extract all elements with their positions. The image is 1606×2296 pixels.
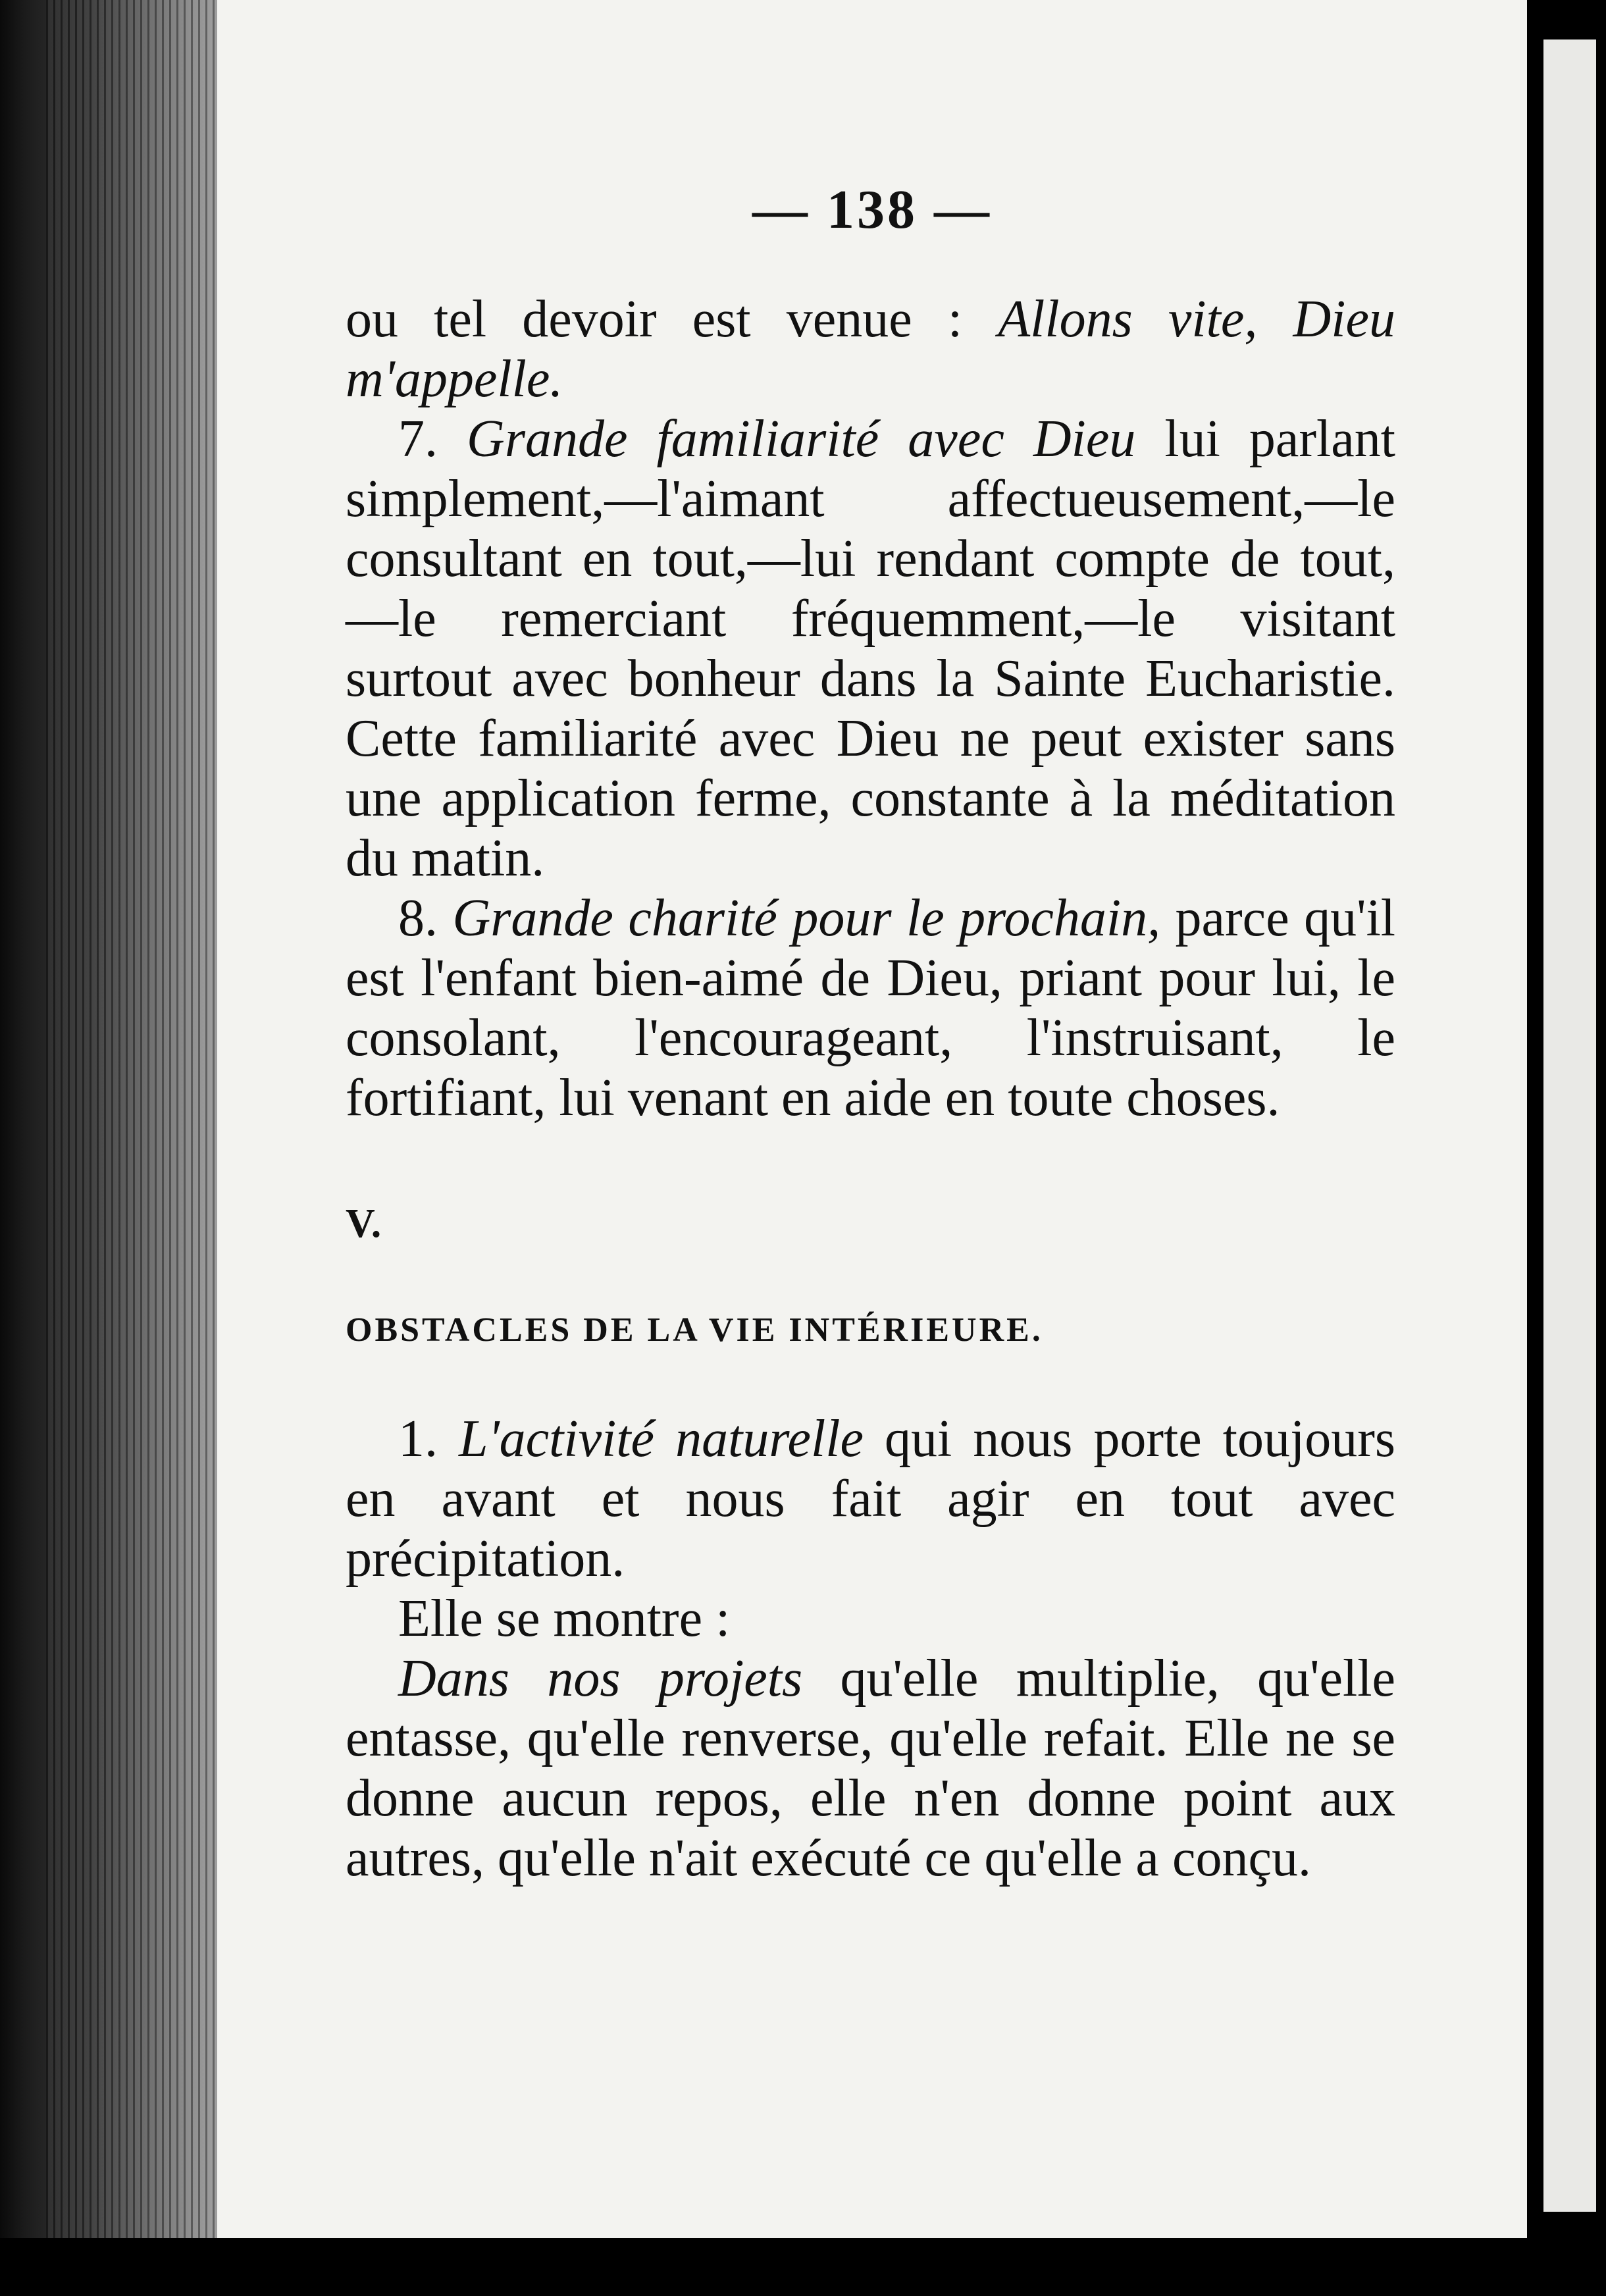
item-number: 1.: [398, 1410, 459, 1468]
paragraph-8: [346, 889, 1395, 1128]
paragraph-continuation: [346, 290, 1395, 409]
emphasis-text: L'activité naturelle: [459, 1410, 864, 1468]
paragraph-projets: [346, 1649, 1395, 1889]
paragraph-1: [346, 1409, 1395, 1589]
item-number: 7.: [398, 410, 467, 468]
paragraph-text: ou tel devoir est venue :: [346, 290, 998, 348]
paragraph-text: qu'elle multiplie, qu'elle entasse, qu'elle renverse, qu'elle refait. Elle ne se donne aucun repos, elle n'en donne point aux autres, qu'elle n'ait exécuté ce qu'elle a conçu.: [346, 1650, 1395, 1887]
paragraph-elle-se-montre: [346, 1589, 1395, 1649]
paragraph-text: qui nous porte toujours en avant et nous fait agir en tout avec précipitation.: [346, 1410, 1396, 1588]
section-title: OBSTACLES DE LA VIE INTÉRIEURE.: [346, 1311, 1043, 1349]
emphasis-text: Grande familiarité avec Dieu: [467, 410, 1136, 468]
adjacent-page-strip: [1543, 39, 1596, 2212]
paragraph-text: Elle se montre :: [398, 1590, 731, 1648]
paragraph-text: lui parlant simplement,—l'aimant affectueusement,—le consultant en tout,—lui rendant compte de tout,—le remerciant fréquemment,—le visitant surtout avec bonheur dans la Sainte Eucharistie. Cette familiarité avec Dieu ne peut exister sans une application ferme, constante à la méditation du matin.: [346, 410, 1396, 887]
paragraph-7: [346, 409, 1395, 889]
section-number: V.: [346, 1201, 383, 1246]
page-edge-lines: [46, 0, 217, 2296]
emphasis-text: Grande charité pour le prochain,: [452, 889, 1161, 947]
emphasis-text: Dans nos projets: [398, 1650, 803, 1708]
item-number: 8.: [398, 889, 453, 947]
page-number: — 138 —: [752, 179, 992, 240]
bottom-border: [0, 2238, 1606, 2296]
emphasis-text: Allons vite, Dieu m'appelle.: [346, 290, 1395, 408]
page-text: [346, 290, 1395, 1889]
paragraph-text: parce qu'il est l'enfant bien-aimé de Dieu, priant pour lui, le consolant, l'encourageant, l'instruisant, le fortifiant, lui venant en aide en toute choses.: [346, 889, 1396, 1127]
